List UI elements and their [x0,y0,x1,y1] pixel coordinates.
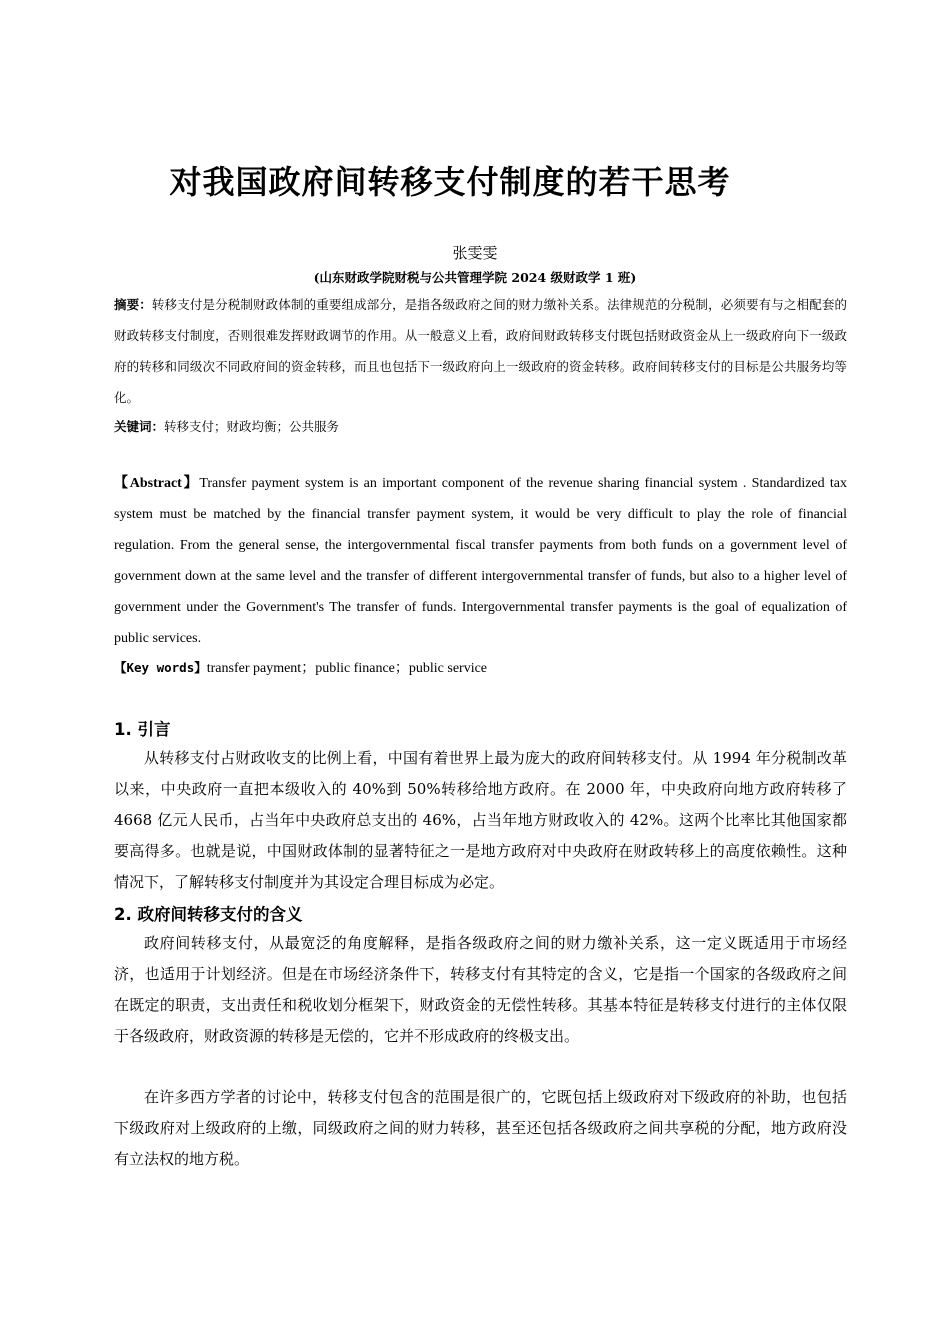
paper-title: 对我国政府间转移支付制度的若干思考 [169,163,731,201]
abstract-english [114,468,847,654]
abstract-chinese-label: 摘要： [114,297,152,312]
abstract-english-text: Transfer payment system is an important component of the revenue sharing financial system . Standardized tax system must be matched by the financial transfer payment system, it would be very difficult to play the role of financial regulation. From the general sense, the intergovernmental fiscal transfer payments from both funds on a government level of government down at the same level and the transfer of different intergovernmental transfer of funds, but also to a higher level of government under the Government's The transfer of funds. Intergovernmental transfer payments is the goal of equalization of public services. [114,476,847,646]
keywords-english-text: transfer payment；public finance；public service [206,661,488,676]
section-definition-paragraph: 在许多西方学者的讨论中，转移支付包含的范围是很广的，它既包括上级政府对下级政府的补助，也包括下级政府对上级政府的上缴，同级政府之间的财力转移，甚至还包括各级政府之间共享税的分配，地方政府没有立法权的地方税。 [114,1088,847,1168]
section-definition-paragraph: 政府间转移支付，从最宽泛的角度解释，是指各级政府之间的财力缴补关系，这一定义既适用于市场经济，也适用于计划经济。但是在市场经济条件下，转移支付有其特定的含义，它是指一个国家的各级政府之间在既定的职责，支出责任和税收划分框架下，财政资金的无偿性转移。其基本特征是转移支付进行的主体仅限于各级政府，财政资源的转移是无偿的，它并不形成政府的终极支出。 [114,934,847,1045]
section-heading-definition: 2. 政府间转移支付的含义 [114,905,303,924]
section-heading-introduction: 1. 引言 [114,720,171,739]
keywords-chinese [114,411,847,442]
abstract-english-label: 【Abstract】 [114,476,200,491]
author-name: 张雯雯 [452,244,498,262]
section-introduction-paragraph: 从转移支付占财政收支的比例上看，中国有着世界上最为庞大的政府间转移支付。从 1994 年分税制改革以来，中央政府一直把本级收入的 40%到 50%转移给地方政府。在 2000 年，中央政府向地方政府转移了 4668 亿元人民币，占当年中央政府总支出的 46%，占当年地方财政收入的 42%。这两个比率比其他国家都要高得多。也就是说，中国财政体制的显著特征之一是地方政府对中央政府在财政转移上的高度依赖性。这种情况下，了解转移支付制度并为其设定合理目标成为必定。 [114,749,847,891]
keywords-english [114,652,847,684]
abstract-chinese [114,289,847,413]
keywords-chinese-text: 转移支付；财政均衡；公共服务 [164,419,340,434]
abstract-chinese-text: 转移支付是分税制财政体制的重要组成部分，是指各级政府之间的财力缴补关系。法律规范的分税制，必须要有与之相配套的财政转移支付制度，否则很难发挥财政调节的作用。从一般意义上看，政府间财政转移支付既包括财政资金从上一级政府向下一级政府的转移和同级次不同政府间的资金转移，而且也包括下一级政府向上一级政府的资金转移。政府间转移支付的目标是公共服务均等化。 [114,297,847,405]
author-affiliation: (山东财政学院财税与公共管理学院 2024 级财政学 1 班) [313,270,637,285]
keywords-chinese-label: 关键词： [114,419,165,434]
keywords-english-label: 【Key words】 [114,660,207,675]
